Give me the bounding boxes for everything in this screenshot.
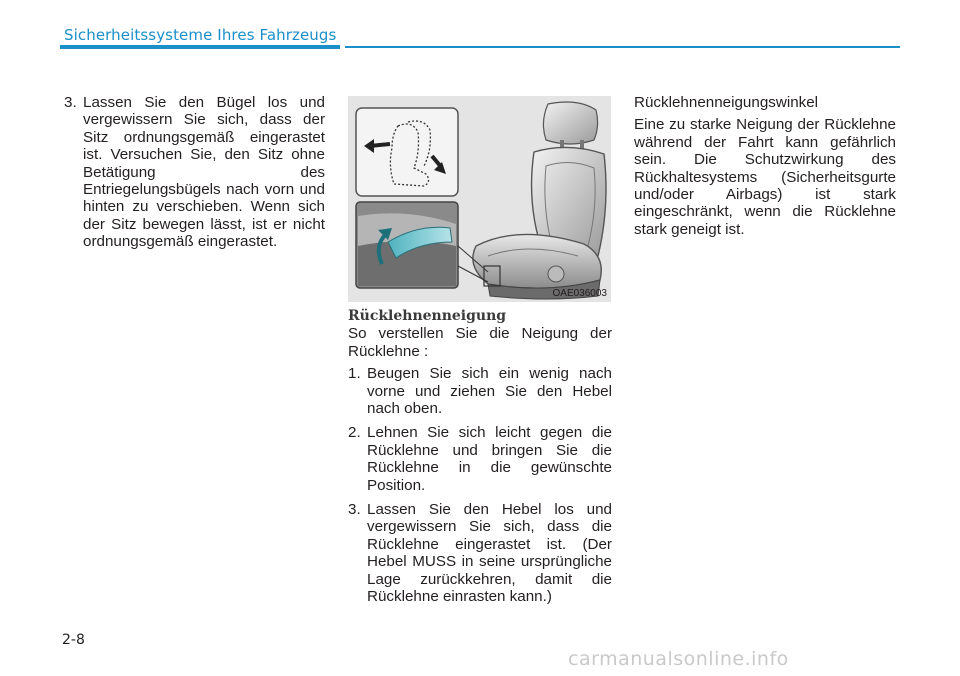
list-item [64,94,325,251]
figure-code: OAE036003 [552,288,607,299]
list-text: Lassen Sie den Bügel los und vergewissern Sie sich, dass der Sitz ordnungsgemäß eingerastet ist. Versuchen Sie, den Sitz ohne Betätigung des Entriegelungsbügels nach vorn und hinten zu verschieben. Wenn sich der Sitz bewegen lässt, ist er nicht ordnungsgemäß eingerastet. [83,94,325,251]
list-number: 2. [348,424,361,442]
list-number: 3. [64,94,77,111]
page-number: 2-8 [62,632,85,648]
list-text: Beugen Sie sich ein wenig nach vorne und ziehen Sie den Hebel nach oben. [367,365,612,418]
right-column [634,94,896,243]
list-number: 3. [348,501,361,519]
seat-figure [348,96,611,302]
list-text: Lassen Sie den Hebel los und vergewissern Sie sich, dass die Rücklehne eingerastet ist. (Der Hebel MUSS in seine ursprüngliche Lage zurückkehren, damit die Rücklehne einrasten kann.) [367,501,612,606]
list-item [348,424,612,494]
header-rule-thick [60,45,340,49]
watermark: carmanualsonline.info [568,648,789,670]
list-item [348,501,612,605]
subsection-title: Rücklehnenneigungswinkel [634,94,819,111]
list-text: Lehnen Sie sich leicht gegen die Rücklehne und bringen Sie die Rücklehne in die gewünschte Position. [367,424,612,494]
section-title: Sicherheitssysteme Ihres Fahrzeugs [64,26,337,44]
section-heading: Rücklehnenneigung [348,308,507,324]
list-number: 1. [348,365,361,383]
left-column [64,94,325,258]
intro-text: So verstellen Sie die Neigung der Rücklehne : [348,325,612,360]
warning-text: Eine zu starke Neigung der Rücklehne während der Fahrt kann gefährlich sein. Die Schutzwirkung des Rückhaltesystems (Sicherheitsgurte und/oder Airbags) ist stark eingeschränkt, wenn die Rücklehne stark geneigt ist. [634,116,896,238]
list-item [348,365,612,417]
middle-column [348,308,612,613]
header-rule-thin [345,46,900,48]
seat-recline-illustration-icon [348,96,611,302]
